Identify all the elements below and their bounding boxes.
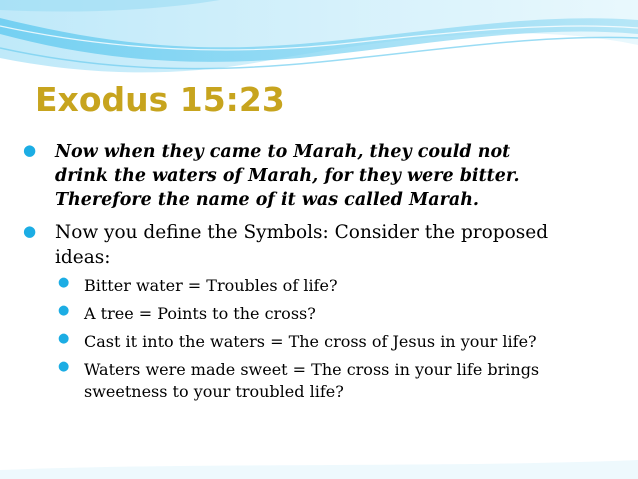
subbullet-bitter-water xyxy=(20,275,616,297)
bullet-line: Therefore the name of it was called Marah. xyxy=(55,190,480,210)
bullet-icon: ● xyxy=(58,331,70,346)
bullet-icon: ● xyxy=(58,303,70,318)
bullet-icon: ● xyxy=(58,359,70,374)
bullet-icon: ● xyxy=(23,222,37,240)
bullet-define-symbols xyxy=(20,220,616,270)
subbullet-line: Waters were made sweet = The cross in your life brings xyxy=(84,360,540,379)
subbullet-tree xyxy=(20,303,616,325)
bullet-scripture xyxy=(20,140,616,212)
bullet-icon: ● xyxy=(23,141,37,159)
subbullet-line: sweetness to your troubled life? xyxy=(84,382,344,401)
subbullet-cast-into-waters xyxy=(20,331,616,353)
subbullet-waters-sweet xyxy=(20,359,616,403)
bullet-icon: ● xyxy=(58,275,70,290)
subbullet-line: Bitter water = Troubles of life? xyxy=(84,276,338,295)
bullet-line: drink the waters of Marah, for they were bitter. xyxy=(55,166,520,186)
bullet-line: Now you define the Symbols: Consider the proposed xyxy=(55,222,549,243)
bullet-line: ideas: xyxy=(55,247,111,268)
subbullet-line: Cast it into the waters = The cross of Jesus in your life? xyxy=(84,332,537,351)
bullet-line: Now when they came to Marah, they could not xyxy=(55,142,511,162)
slide-body xyxy=(20,140,616,403)
slide-title: Exodus 15:23 xyxy=(35,80,285,119)
subbullet-line: A tree = Points to the cross? xyxy=(84,304,316,323)
